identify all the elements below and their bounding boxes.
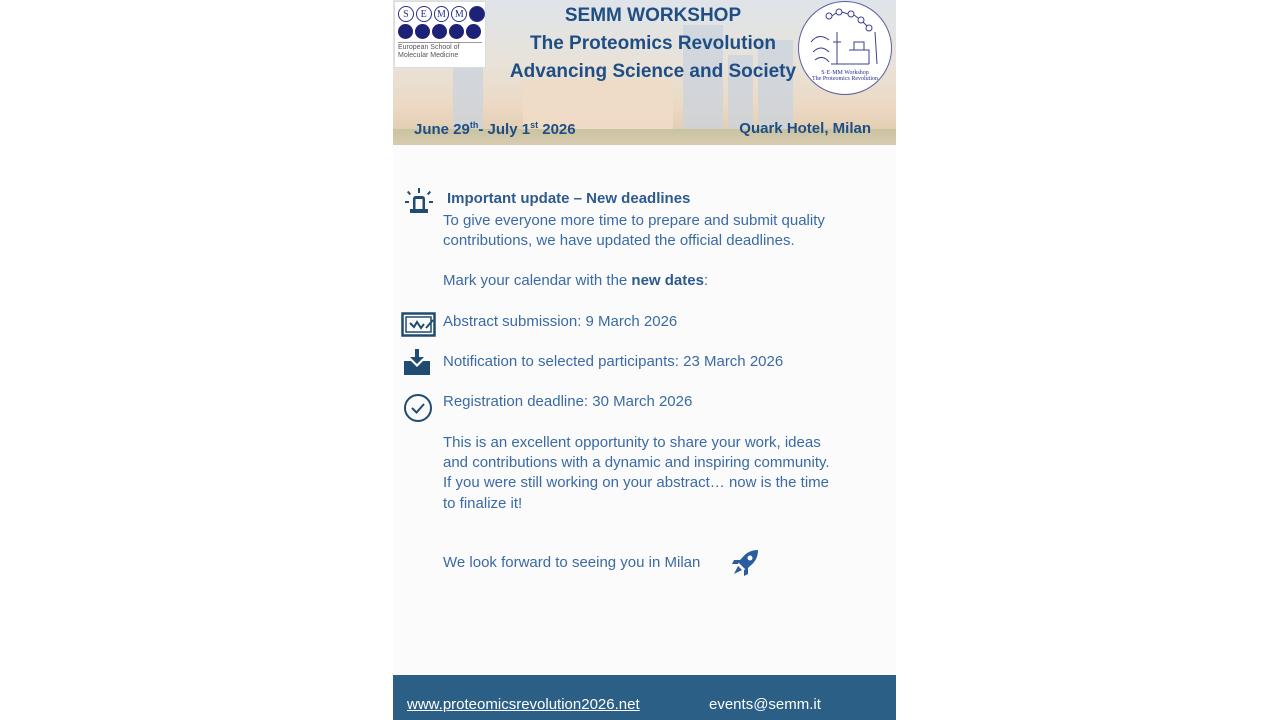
deadline-registration: Registration deadline: 30 March 2026 — [443, 393, 693, 410]
badge-caption — [799, 70, 891, 82]
logo-caption — [398, 42, 482, 60]
rocket-icon — [730, 546, 762, 583]
intro-text: To give everyone more time to prepare and submit quality — [443, 212, 825, 229]
intro-text: contributions, we have updated the official deadlines. — [443, 232, 795, 249]
contact-email: events@semm.it — [709, 696, 821, 713]
body-text: and contributions with a dynamic and inspiring community. — [443, 454, 830, 471]
date-end: - July 1 — [478, 121, 531, 138]
notice-heading: Important update – New deadlines — [447, 190, 691, 207]
closing-text: We look forward to seeing you in Milan — [443, 554, 701, 571]
calendar-suffix: : — [703, 272, 709, 289]
website-link[interactable]: www.proteomicsrevolution2026.net — [407, 696, 640, 713]
body-text: to finalize it! — [443, 495, 523, 512]
date-start: June 29 — [414, 121, 470, 138]
footer-bar — [393, 675, 896, 720]
alarm-light-icon — [405, 188, 433, 219]
check-circle-icon — [403, 393, 433, 428]
date-year: 2026 — [538, 121, 576, 138]
inbox-download-icon — [404, 349, 430, 380]
logo-letter: S — [398, 6, 414, 22]
logo-caption-line: Molecular Medicine — [398, 52, 459, 59]
signature-icon — [401, 312, 437, 343]
deadline-abstract: Abstract submission: 9 March 2026 — [443, 313, 678, 330]
date-end-suffix: st — [530, 120, 539, 130]
logo-dots — [398, 24, 485, 39]
logo-caption-line: European School of — [398, 44, 460, 51]
badge-title: S·E·MM Workshop — [821, 70, 869, 76]
calendar-prefix: Mark your calendar with the — [443, 272, 632, 289]
newsletter-card — [393, 0, 896, 720]
calendar-bold: new dates — [631, 272, 704, 289]
deadline-notification: Notification to selected participants: 23 March 2026 — [443, 353, 784, 370]
date-start-suffix: th — [469, 120, 479, 130]
banner-title-line1: SEMM WORKSHOP — [564, 5, 742, 26]
calendar-text — [443, 271, 708, 291]
banner-title-line2: The Proteomics Revolution — [530, 33, 776, 54]
event-dates — [414, 120, 576, 138]
banner-title-line3: Advancing Science and Society — [509, 61, 797, 82]
workshop-badge — [798, 1, 892, 95]
event-venue: Quark Hotel, Milan — [739, 120, 871, 137]
logo-letter: M — [451, 6, 467, 22]
badge-subtitle: The Proteomics Revolution — [812, 76, 878, 82]
body-text: If you were still working on your abstract… now is the time — [443, 474, 829, 491]
logo-dot — [469, 6, 485, 22]
logo-letter: M — [434, 6, 450, 22]
logo-letter: E — [416, 6, 432, 22]
body-text: This is an excellent opportunity to share your work, ideas — [443, 434, 821, 451]
header-banner — [393, 0, 896, 145]
semm-logo — [394, 1, 486, 68]
